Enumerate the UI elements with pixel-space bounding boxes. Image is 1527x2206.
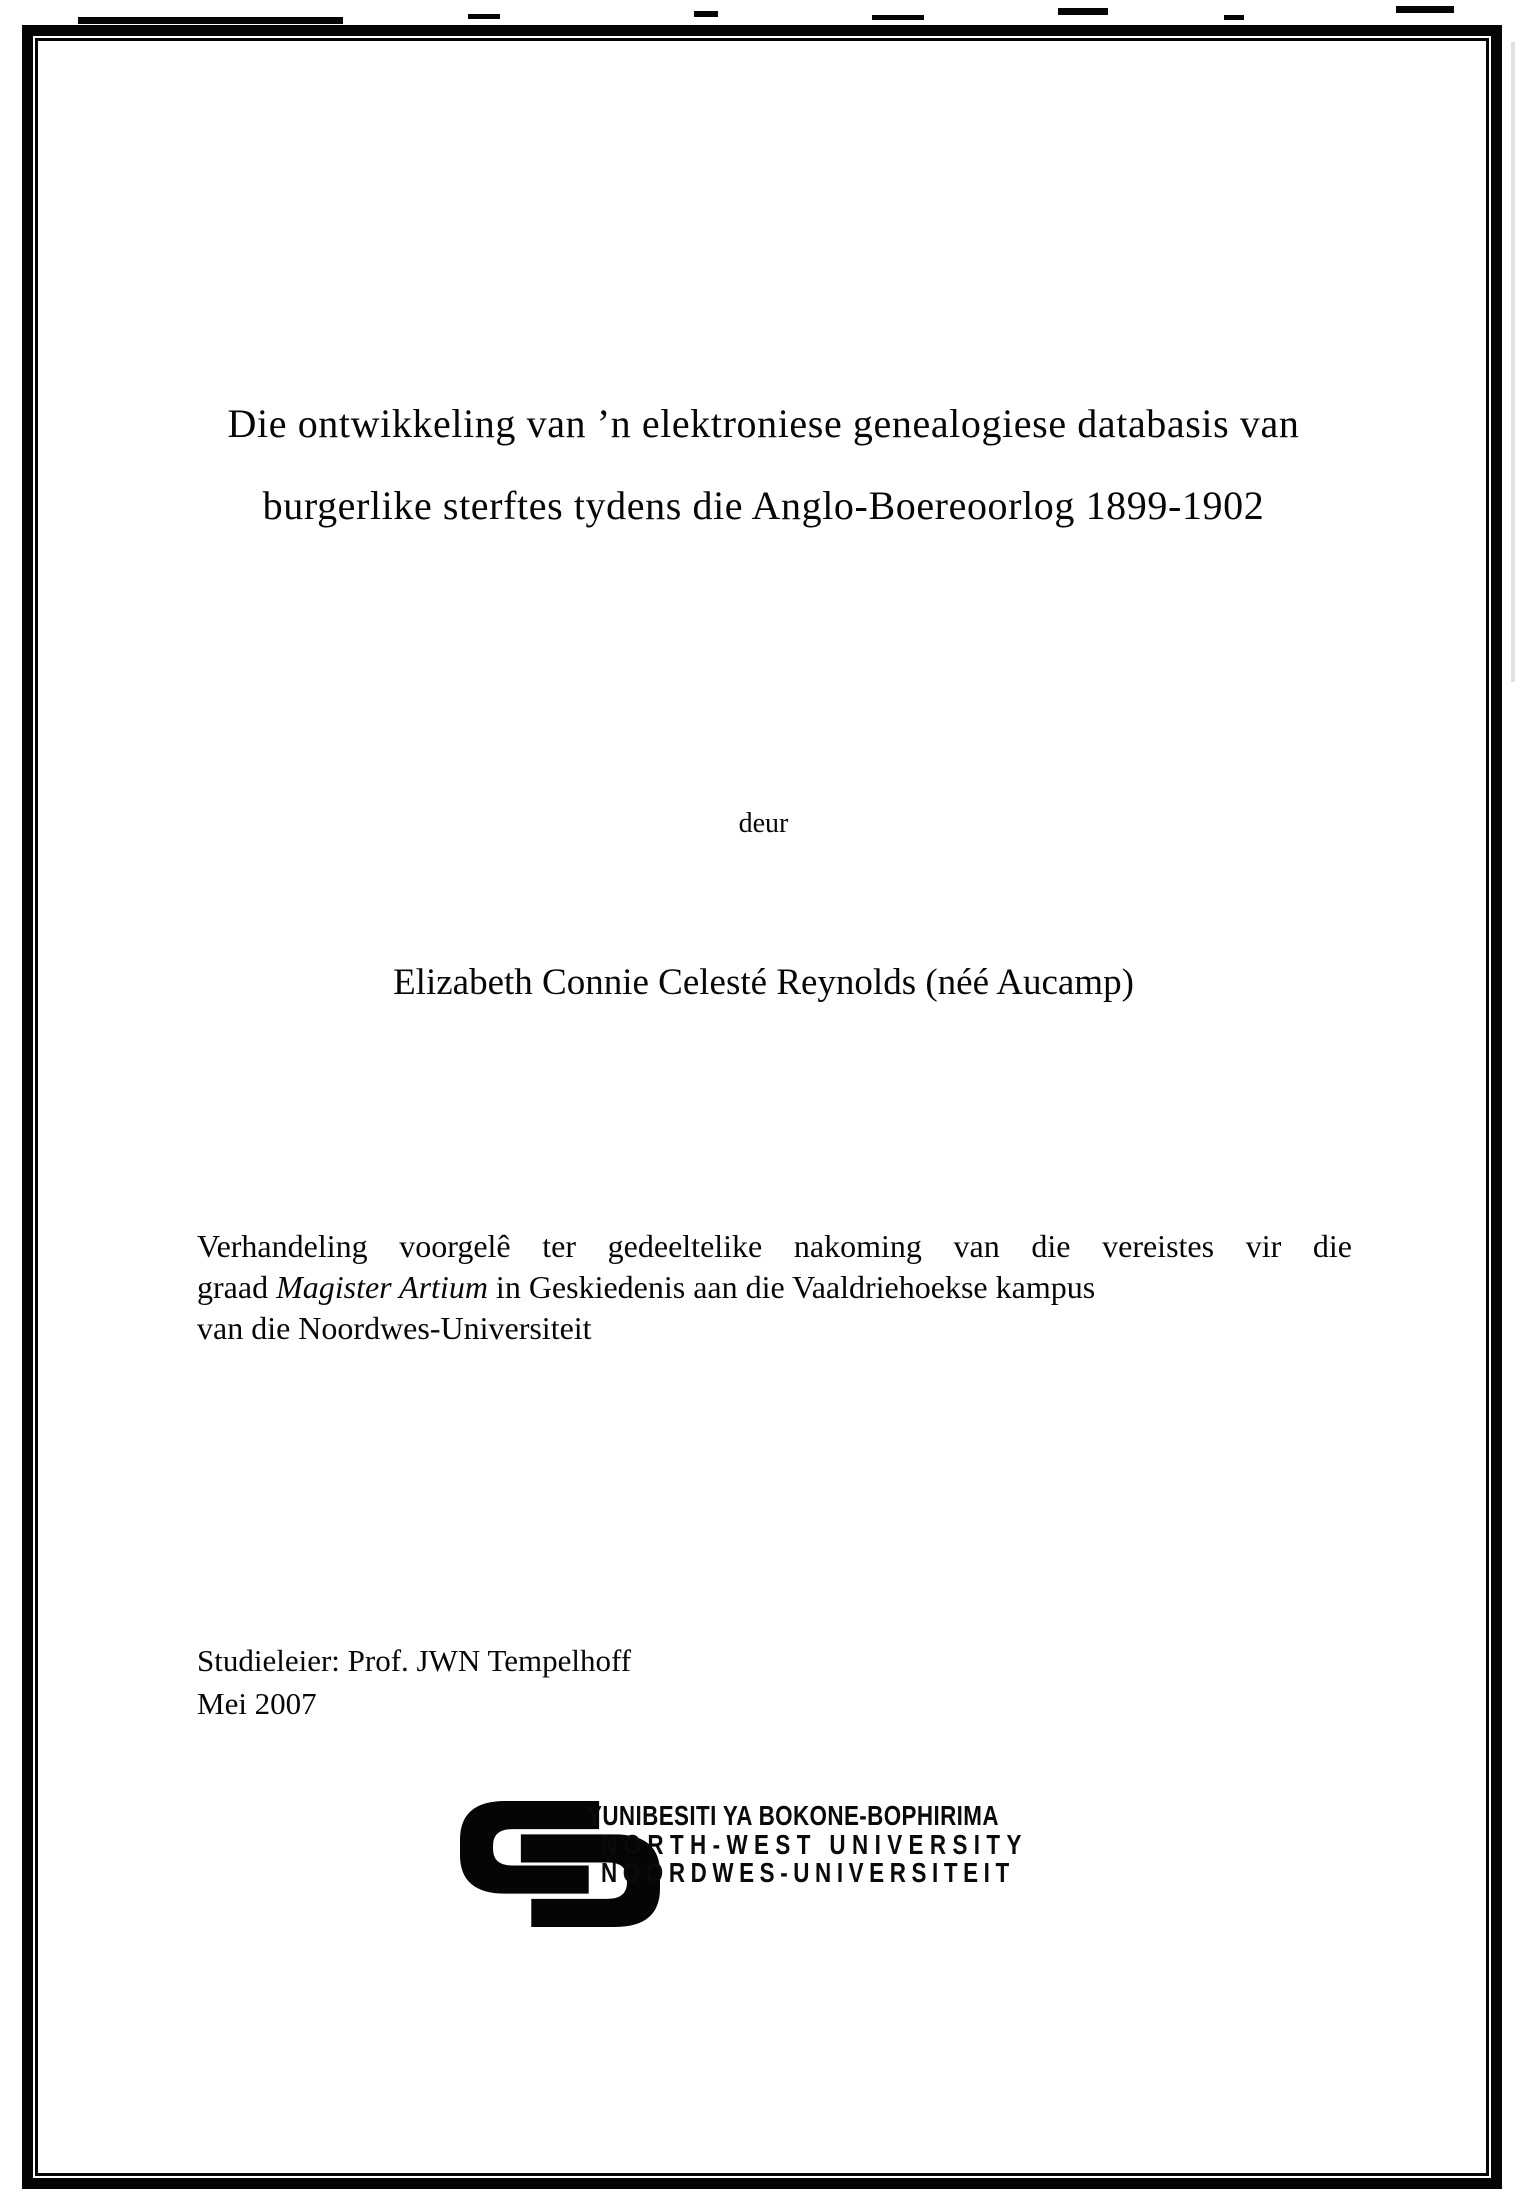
degree-name-italic: Magister Artium [276,1269,488,1305]
logo-text-english: NORTH-WEST UNIVERSITY [601,1829,1028,1860]
degree-statement [197,1226,1352,1349]
degree-statement-line-2-suffix: in Geskiedenis aan die Vaaldriehoekse kampus [487,1269,1096,1305]
degree-statement-line-2 [197,1267,1352,1308]
byline: deur [738,808,789,839]
date-line: Mei 2007 [197,1686,317,1721]
scan-artifact [78,17,343,24]
scan-artifact [694,11,718,17]
supervisor-line: Studieleier: Prof. JWN Tempelhoff [197,1643,632,1678]
thesis-title-line-2: burgerlike sterftes tydens die Anglo-Boereoorlog 1899-1902 [262,483,1265,528]
scan-artifact [1058,8,1108,15]
scan-artifact [1224,15,1244,20]
author-name: Elizabeth Connie Celesté Reynolds (néé Aucamp) [393,962,1134,1003]
degree-statement-line-2-prefix: graad [197,1269,277,1305]
degree-statement-line-1: Verhandeling voorgelê ter gedeeltelike nakoming van die vereistes vir die [197,1228,1352,1264]
scan-artifact [1396,6,1454,13]
scan-artifact [468,14,500,19]
scan-artifact [872,15,924,20]
degree-statement-line-3: van die Noordwes-Universiteit [197,1310,592,1346]
logo-text-setswana: YUNIBESITI YA BOKONE-BOPHIRIMA [587,1800,999,1831]
scan-artifact [1511,42,1515,682]
thesis-title-line-1: Die ontwikkeling van ’n elektroniese genealogiese databasis van [227,401,1300,446]
logo-text-afrikaans: NOORDWES-UNIVERSITEIT [601,1857,1015,1888]
